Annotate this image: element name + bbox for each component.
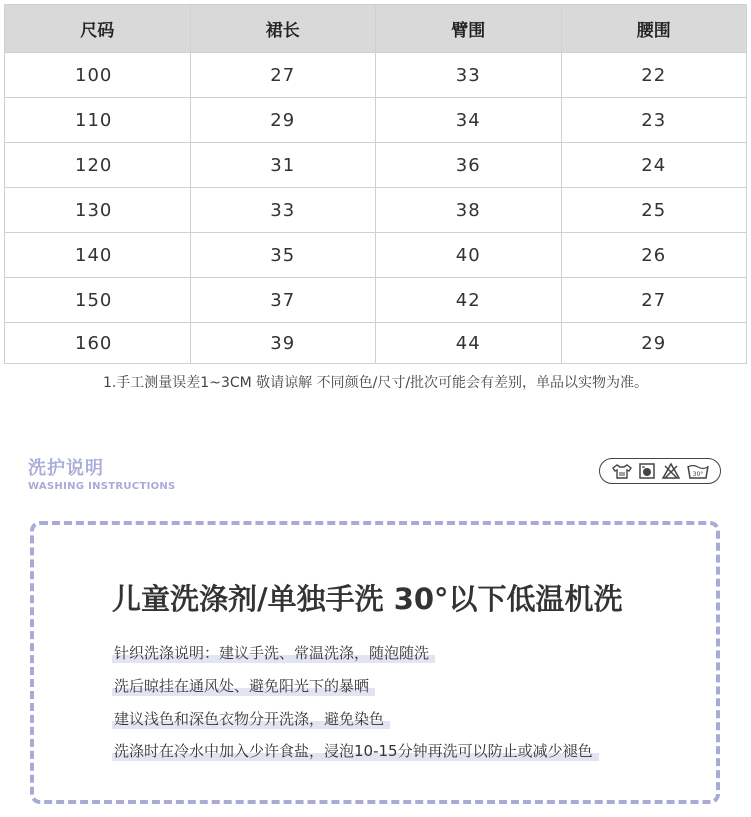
cell-size: 150: [5, 278, 191, 323]
care-icons-group: [599, 458, 721, 484]
cell-arm-circumference: 34: [376, 98, 562, 143]
header-waist: 腰围: [561, 5, 747, 53]
cell-skirt-length: 27: [190, 53, 376, 98]
table-row: [5, 188, 747, 233]
cell-waist: 23: [561, 98, 747, 143]
header-size: 尺码: [5, 5, 191, 53]
cell-skirt-length: 29: [190, 98, 376, 143]
cell-skirt-length: 37: [190, 278, 376, 323]
table-row: [5, 233, 747, 278]
cell-skirt-length: 33: [190, 188, 376, 233]
cell-size: 100: [5, 53, 191, 98]
washing-line: [112, 675, 375, 696]
cell-skirt-length: 31: [190, 143, 376, 188]
washing-line-text: 洗后晾挂在通风处、避免阳光下的暴晒: [112, 675, 375, 696]
header-arm-circumference: 臂围: [376, 5, 562, 53]
washing-line: [112, 708, 390, 729]
table-row: [5, 278, 747, 323]
table-row: [5, 53, 747, 98]
cell-skirt-length: 39: [190, 323, 376, 364]
washing-line: [112, 642, 435, 663]
cell-size: 160: [5, 323, 191, 364]
cell-arm-circumference: 33: [376, 53, 562, 98]
cell-waist: 26: [561, 233, 747, 278]
cell-size: 110: [5, 98, 191, 143]
washing-subtitle: WASHING INSTRUCTIONS: [28, 481, 176, 492]
cell-waist: 29: [561, 323, 747, 364]
cell-arm-circumference: 36: [376, 143, 562, 188]
washing-line: [112, 740, 599, 761]
washing-headline: 儿童洗涤剂/单独手洗 30°以下低温机洗: [112, 582, 623, 616]
cell-waist: 27: [561, 278, 747, 323]
header-skirt-length: 裙长: [190, 5, 376, 53]
table-row: [5, 143, 747, 188]
cell-waist: 24: [561, 143, 747, 188]
washing-line-text: 建议浅色和深色衣物分开洗涤，避免染色: [112, 708, 390, 729]
wash-temperature-label: 30°: [692, 471, 703, 478]
washing-line-text: 洗涤时在冷水中加入少许食盐，浸泡10-15分钟再洗可以防止或减少褪色: [112, 740, 599, 761]
no-tumble-dry-icon: [638, 462, 656, 480]
hand-wash-icon: [611, 462, 633, 480]
cell-skirt-length: 35: [190, 233, 376, 278]
table-row: [5, 323, 747, 364]
cell-arm-circumference: 38: [376, 188, 562, 233]
no-bleach-icon: [661, 462, 681, 480]
washing-line-text: 针织洗涤说明：建议手洗、常温洗涤，随泡随洗: [112, 642, 435, 663]
cell-waist: 25: [561, 188, 747, 233]
wash-30-icon: [686, 462, 710, 480]
table-header-row: [5, 5, 747, 53]
cell-size: 140: [5, 233, 191, 278]
cell-arm-circumference: 44: [376, 323, 562, 364]
washing-title: 洗护说明: [28, 458, 104, 479]
cell-arm-circumference: 42: [376, 278, 562, 323]
cell-size: 120: [5, 143, 191, 188]
measurement-note: 1.手工测量误差1~3CM 敬请谅解 不同颜色/尺寸/批次可能会有差别，单品以实物为准。: [102, 375, 649, 391]
table-row: [5, 98, 747, 143]
size-chart-table: [4, 4, 747, 364]
cell-waist: 22: [561, 53, 747, 98]
cell-arm-circumference: 40: [376, 233, 562, 278]
cell-size: 130: [5, 188, 191, 233]
